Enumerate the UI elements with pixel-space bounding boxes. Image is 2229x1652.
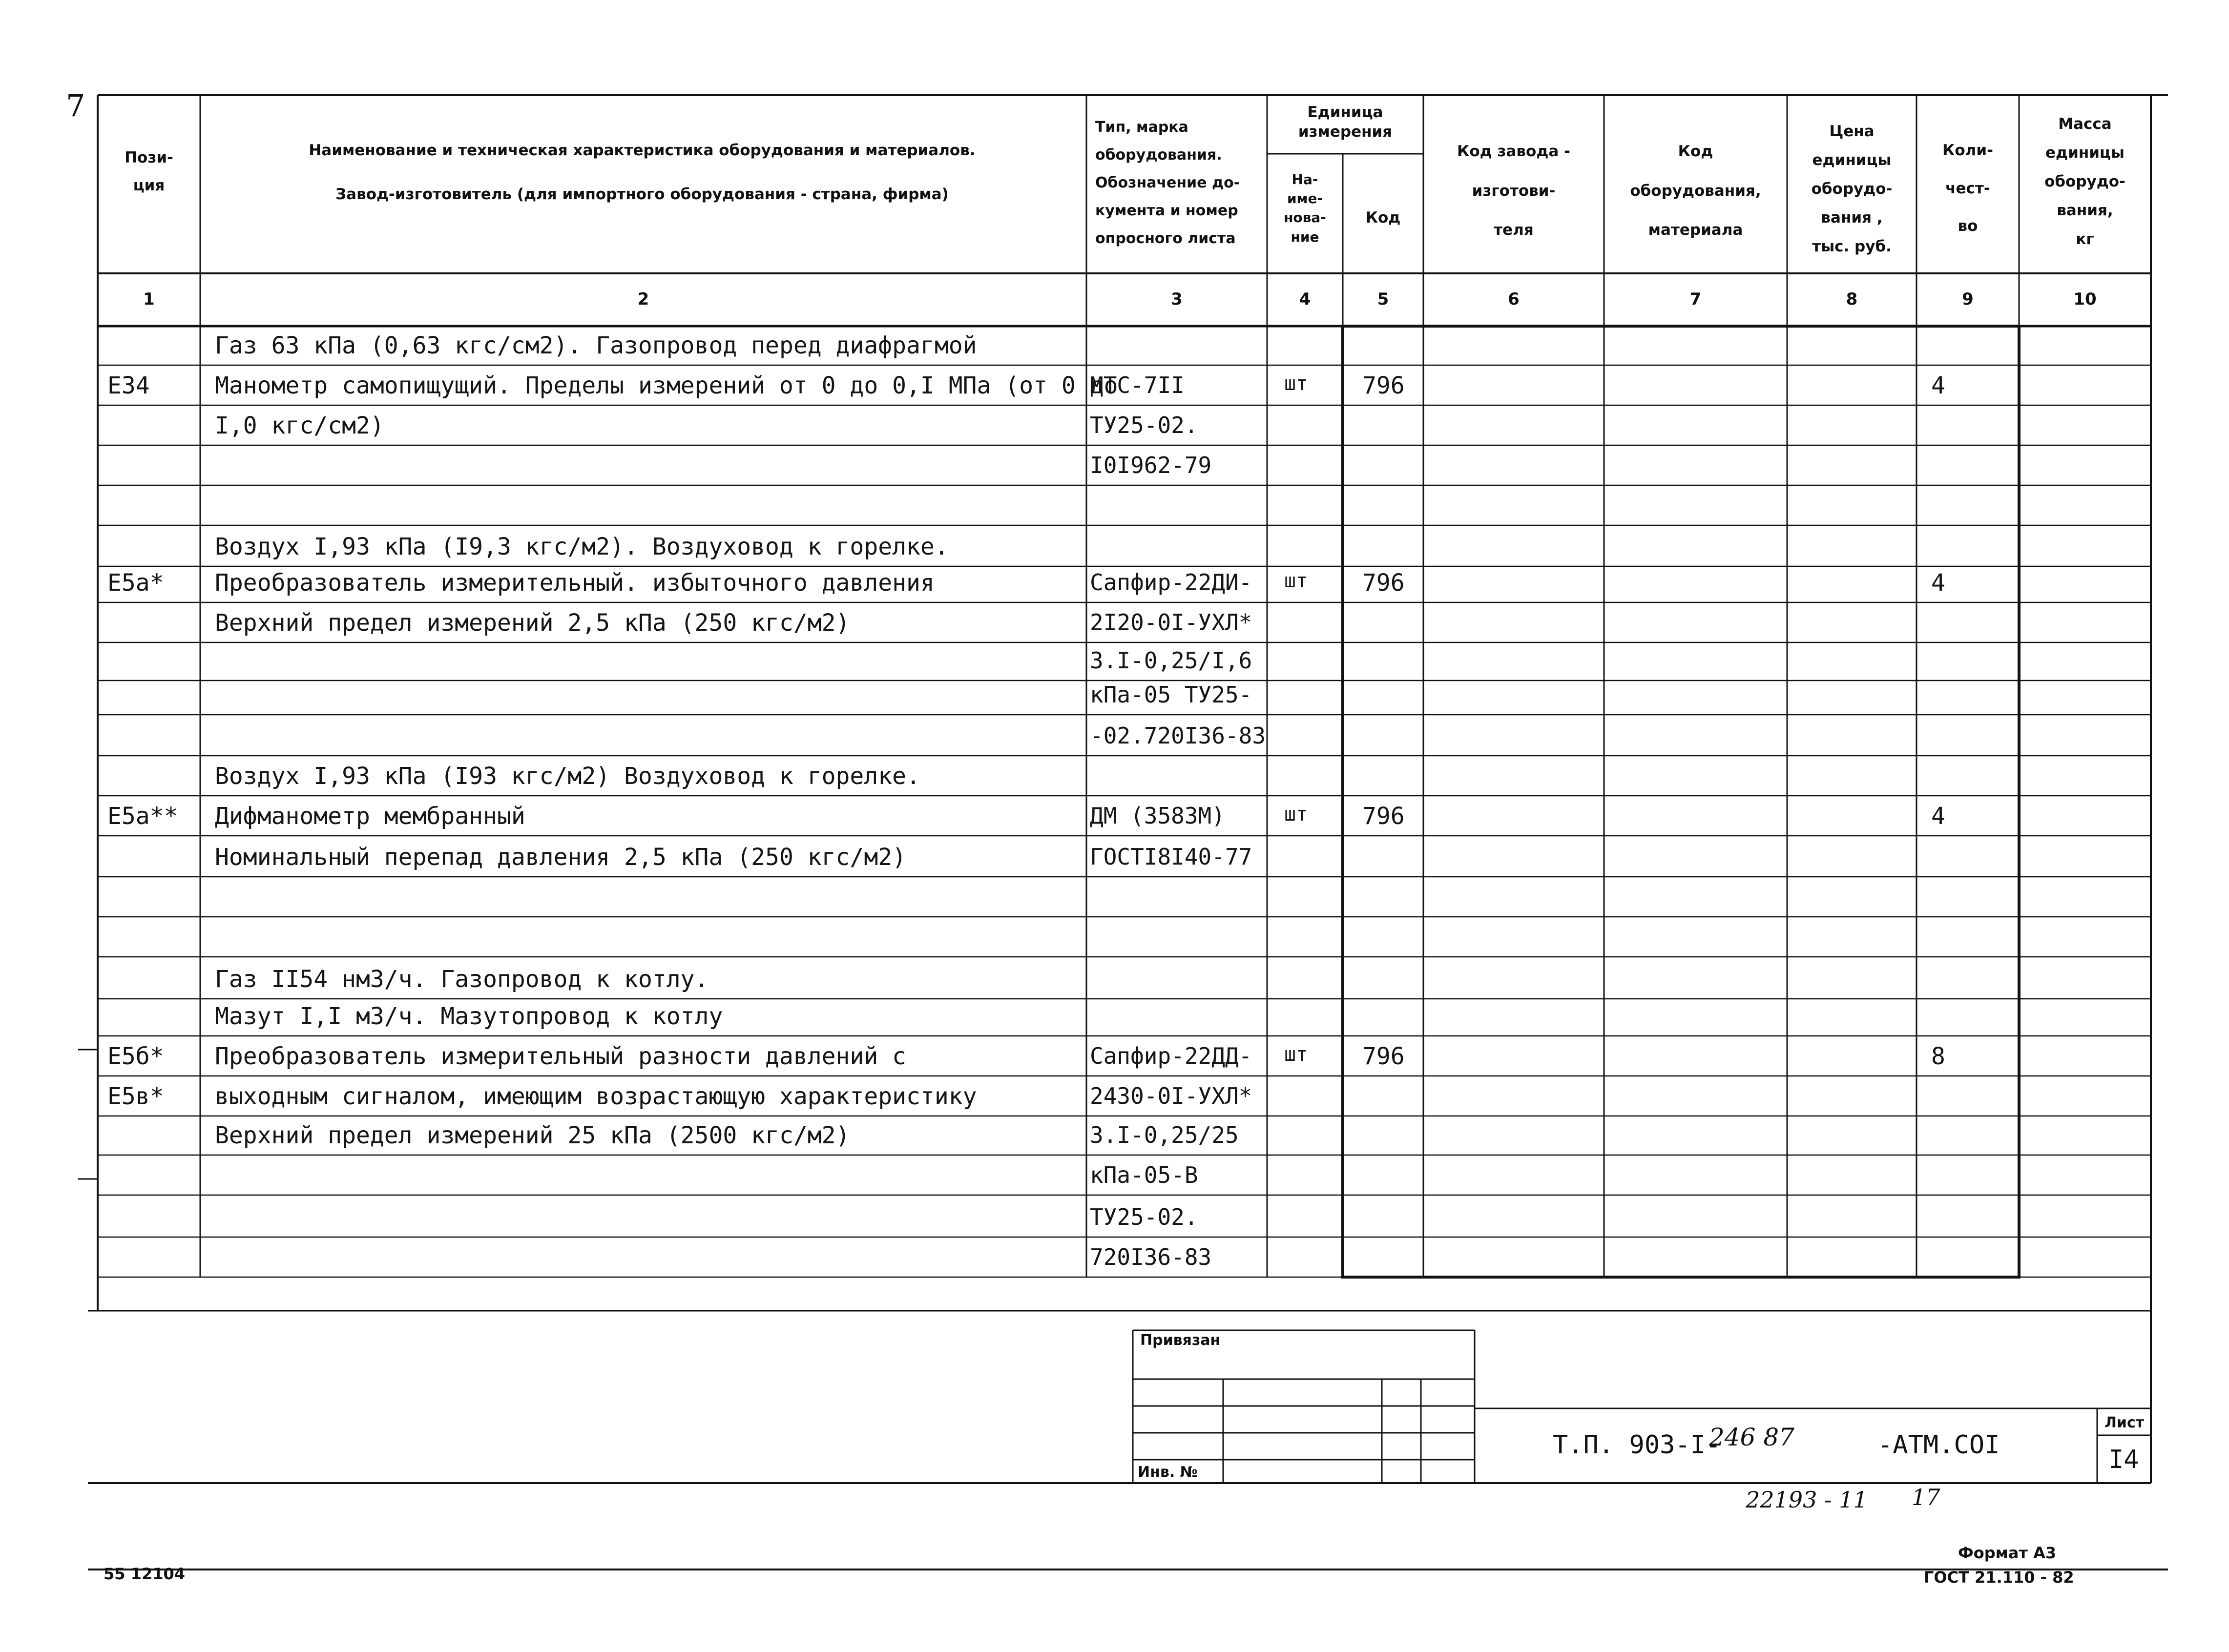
archive-code: 55 12104 [104, 1565, 185, 1583]
stamp-privyazan-label: Привязан [1140, 1332, 1221, 1349]
handwritten-page-number: 17 [1912, 1484, 1940, 1510]
row-type: кПа-05 ТУ25- [1090, 681, 1252, 708]
row-unit-code: 796 [1362, 569, 1405, 597]
header-col-name-line1: Наименование и техническая характеристика оборудования и материалов. [309, 142, 976, 159]
row-type: -02.720I36-83 [1090, 723, 1266, 749]
column-number: 8 [1846, 289, 1858, 309]
row-position: Е5а** [107, 803, 178, 830]
row-unit-code: 796 [1362, 803, 1405, 830]
row-type: кПа-05-В [1090, 1162, 1198, 1188]
row-name: Верхний предел измерений 2,5 кПа (250 кгс/м2) [215, 609, 850, 637]
row-name: выходным сигналом, имеющим возрастающую характеристику [215, 1083, 977, 1110]
row-name: Мазут I,I м3/ч. Мазутопровод к котлу [215, 1003, 723, 1030]
row-type: ДМ (3583М) [1090, 803, 1225, 829]
column-number: 9 [1962, 289, 1974, 309]
sheet-number: I4 [2108, 1445, 2139, 1474]
column-number: 2 [637, 289, 649, 309]
header-col-name-line2: Завод-изготовитель (для импортного оборудования - страна, фирма) [335, 186, 949, 203]
header-col-factory-code: Код завода - изготови- теля [1457, 143, 1570, 239]
row-unit-code: 796 [1362, 372, 1405, 399]
row-type: 3.I-0,25/25 [1090, 1122, 1239, 1148]
row-type: 2I20-0I-УХЛ* [1090, 609, 1252, 636]
row-name: Воздух I,93 кПа (I93 кгс/м2) Воздуховод к горелке. [215, 763, 920, 790]
header-col-quantity: Коли- чест- во [1942, 142, 1993, 235]
header-col-unit-name: На- име- нова- ние [1284, 171, 1326, 245]
handwritten-registration-number: 22193 - 11 [1746, 1487, 1868, 1513]
row-type: 720I36-83 [1090, 1244, 1212, 1270]
corner-mark: 7 [66, 88, 85, 124]
header-col-position: Пози- ция [125, 149, 173, 195]
row-name: Номинальный перепад давления 2,5 кПа (250 кгс/м2) [215, 844, 907, 871]
row-type: МТС-7II [1090, 372, 1185, 398]
row-quantity: 4 [1931, 569, 1945, 597]
row-position: Е34 [107, 372, 150, 399]
row-name: Дифманометр мембранный [215, 803, 525, 830]
document-code-suffix: -АТМ.СОI [1877, 1430, 2000, 1460]
column-number: 4 [1299, 289, 1311, 309]
header-col-unit-code: Код [1365, 209, 1401, 227]
row-type: Сапфир-22ДИ- [1090, 569, 1252, 596]
row-name: Воздух I,93 кПа (I9,3 кгс/м2). Воздуховод к горелке. [215, 533, 949, 560]
row-type: ГОСТI8I40-77 [1090, 844, 1252, 870]
row-position: Е5б* [107, 1043, 164, 1070]
row-type: 3.I-0,25/I,6 [1090, 647, 1252, 674]
header-col-type: Тип, марка оборудования. Обозначение до- кумента и номер опросного листа [1095, 119, 1240, 247]
row-quantity: 4 [1931, 372, 1945, 399]
column-number: 1 [143, 289, 155, 309]
row-quantity: 4 [1931, 803, 1945, 830]
row-unit: шт [1284, 1043, 1308, 1066]
document-code-prefix: Т.П. 903-I- [1553, 1430, 1721, 1460]
header-col-price: Цена единицы оборудо- вания , тыс. руб. [1811, 123, 1893, 255]
row-name: Манометр самопищущий. Пределы измерений от 0 до 0,I МПа (от 0 до [215, 372, 1118, 399]
column-number: 5 [1377, 289, 1389, 309]
paper-format-label: Формат А3 [1958, 1544, 2057, 1562]
row-type: Сапфир-22ДД- [1090, 1043, 1252, 1069]
row-name: Преобразователь измерительный разности давлений с [215, 1043, 907, 1070]
column-number: 10 [2073, 289, 2097, 309]
row-unit-code: 796 [1362, 1043, 1405, 1070]
row-position: Е5а* [107, 569, 164, 597]
row-unit: шт [1284, 570, 1308, 592]
row-unit: шт [1284, 372, 1308, 395]
row-position: Е5в* [107, 1083, 164, 1110]
document-code-handwritten: 246 87 [1709, 1423, 1794, 1451]
row-name: Верхний предел измерений 25 кПа (2500 кгс/м2) [215, 1122, 850, 1149]
column-number: 6 [1508, 289, 1520, 309]
row-name: Газ II54 нм3/ч. Газопровод к котлу. [215, 966, 709, 993]
column-number: 3 [1171, 289, 1183, 309]
row-name: Газ 63 кПа (0,63 кгс/см2). Газопровод перед диафрагмой [215, 332, 977, 359]
row-type: 2430-0I-УХЛ* [1090, 1083, 1252, 1109]
stamp-inventory-label: Инв. № [1138, 1464, 1198, 1481]
row-name: I,0 кгс/см2) [215, 412, 384, 439]
data-bold-box [1343, 326, 2019, 1277]
column-number: 7 [1689, 289, 1702, 309]
sheet-label: Лист [2104, 1414, 2145, 1431]
header-col-equipment-code: Код оборудования, материала [1630, 143, 1761, 239]
row-unit: шт [1284, 803, 1308, 826]
row-type: ТУ25-02. [1090, 1204, 1198, 1230]
row-type: I0I962-79 [1090, 452, 1212, 478]
row-type: ТУ25-02. [1090, 412, 1198, 438]
header-col-mass: Масса единицы оборудо- вания, кг [2044, 115, 2125, 248]
row-name: Преобразователь измерительный. избыточного давления [215, 569, 935, 597]
header-col-unit-group: Единица измерения [1298, 103, 1393, 141]
row-quantity: 8 [1931, 1043, 1945, 1070]
standard-label: ГОСТ 21.110 - 82 [1924, 1568, 2074, 1587]
